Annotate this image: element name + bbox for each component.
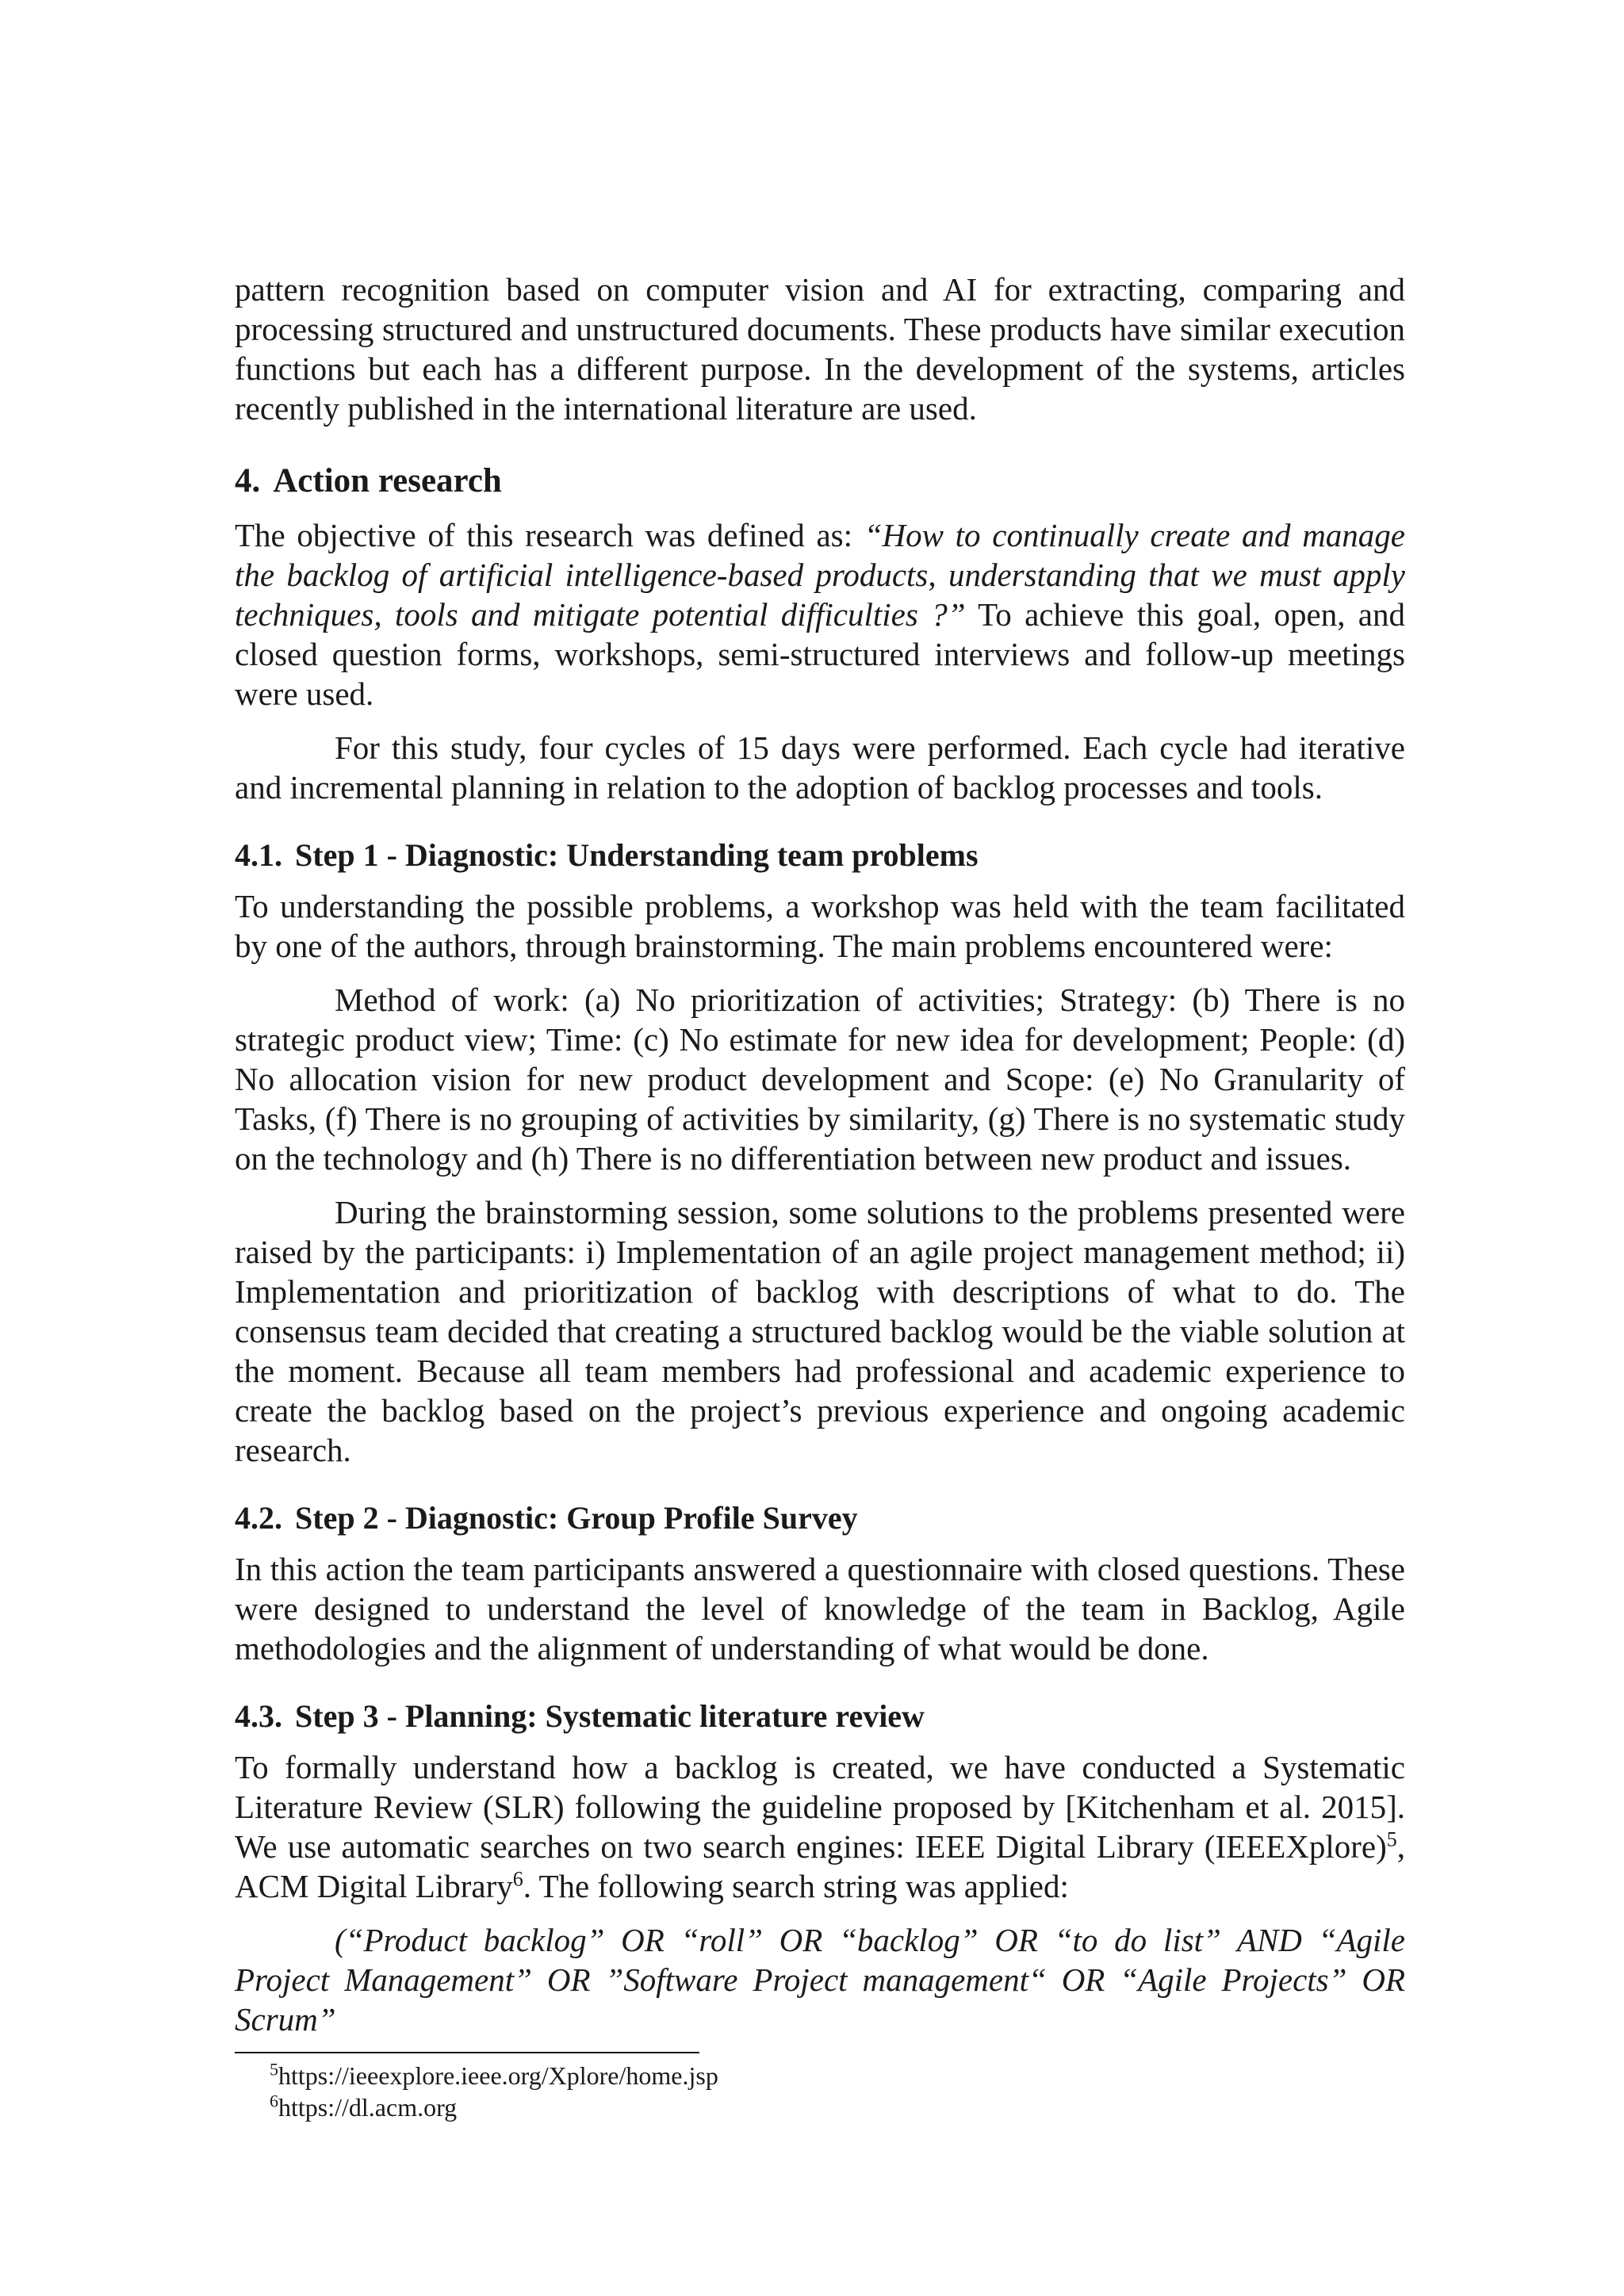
section-4-3-number: 4.3. <box>235 1698 282 1734</box>
section-4-3-p1-a: To formally understand how a backlog is created, we have conducted a Systematic Literature Review (SLR) following the guideline proposed by [Kitchenham et al. 2015]. We use automatic searches on two search engines: IEEE Digital Library (IEEEXplore) <box>235 1749 1405 1865</box>
section-4-title: Action research <box>273 462 502 499</box>
page-body <box>235 270 1405 2039</box>
footnote-5-link[interactable]: https://ieeexplore.ieee.org/Xplore/home.jsp <box>278 2061 718 2090</box>
section-4-3-p1-b: , ACM Digital Library <box>235 1828 1405 1904</box>
research-question-quote: “How to continually create and manage the backlog of artificial intelligence-based products, understanding that we must apply techniques, tools and mitigate potential difficulties ?” <box>235 517 1405 633</box>
section-4-3-heading <box>235 1697 1405 1736</box>
section-4-paragraph-1 <box>235 515 1405 714</box>
section-4-3-title: Step 3 - Planning: Systematic literature review <box>295 1698 925 1734</box>
section-4-3-paragraph-1 <box>235 1747 1405 1906</box>
section-4-1-paragraph-2: Method of work: (a) No prioritization of activities; Strategy: (b) There is no strategic product view; Time: (c) No estimate for new idea for development; People: (d) No allocation vision for new product development and Scope: (e) No Granularity of Tasks, (f) There is no grouping of activities by similarity, (g) There is no systematic study on the technology and (h) There is no differentiation between new product and issues. <box>235 982 1405 1177</box>
section-4-3-p1-c: . The following search string was applied: <box>523 1868 1069 1904</box>
section-4-1-heading <box>235 836 1405 875</box>
search-string: (“Product backlog” OR “roll” OR “backlog” OR “to do list” AND “Agile Project Management” OR ”Software Project management“ OR “Agile Projects” OR Scrum” <box>235 1922 1405 2038</box>
section-4-1-paragraph-3: During the brainstorming session, some solutions to the problems presented were raised by the participants: i) Implementation of an agile project management method; ii) Implementation and prioritization of backlog with descriptions of what to do. The consensus team decided that creating a structured backlog would be the viable solution at the moment. Because all team members had professional and academic experience to create the backlog based on the project’s previous experience and ongoing academic research. <box>235 1194 1405 1468</box>
section-4-2-paragraph-1: In this action the team participants answered a questionnaire with closed questions. These were designed to understand the level of knowledge of the team in Backlog, Agile methodologies and the alignment of understanding of what would be done. <box>235 1551 1405 1667</box>
footnote-ref-5[interactable]: 5 <box>1386 1827 1397 1851</box>
footnote-5 <box>270 2060 718 2091</box>
section-4-2-heading <box>235 1498 1405 1538</box>
section-4-p1-end: To achieve this goal, open, and closed question forms, workshops, semi-structured interviews and follow-up meetings were used. <box>235 596 1405 712</box>
footnote-divider <box>235 2052 699 2053</box>
section-4-paragraph-2: For this study, four cycles of 15 days were performed. Each cycle had iterative and incremental planning in relation to the adoption of backlog processes and tools. <box>235 729 1405 806</box>
section-4-1-paragraph-1: To understanding the possible problems, a workshop was held with the team facilitated by one of the authors, through brainstorming. The main problems encountered were: <box>235 888 1405 964</box>
section-4-number: 4. <box>235 462 261 499</box>
footnote-ref-6[interactable]: 6 <box>512 1867 523 1891</box>
intro-paragraph: pattern recognition based on computer vision and AI for extracting, comparing and processing structured and unstructured documents. These products have similar execution functions but each has a different purpose. In the development of the systems, articles recently published in the international literature are used. <box>235 271 1405 427</box>
section-4-heading <box>235 460 1405 503</box>
section-4-2-number: 4.2. <box>235 1500 282 1536</box>
section-4-1-title: Step 1 - Diagnostic: Understanding team problems <box>295 837 979 873</box>
footnotes <box>270 2060 718 2123</box>
section-4-p1-start: The objective of this research was defined as: <box>235 517 864 553</box>
footnote-6-link[interactable]: https://dl.acm.org <box>278 2093 458 2122</box>
section-4-1-number: 4.1. <box>235 837 282 873</box>
footnote-6-mark: 6 <box>270 2091 278 2111</box>
footnote-6 <box>270 2091 718 2123</box>
search-string-paragraph <box>235 1920 1405 2039</box>
section-4-2-title: Step 2 - Diagnostic: Group Profile Survey <box>295 1500 858 1536</box>
footnote-5-mark: 5 <box>270 2059 278 2080</box>
